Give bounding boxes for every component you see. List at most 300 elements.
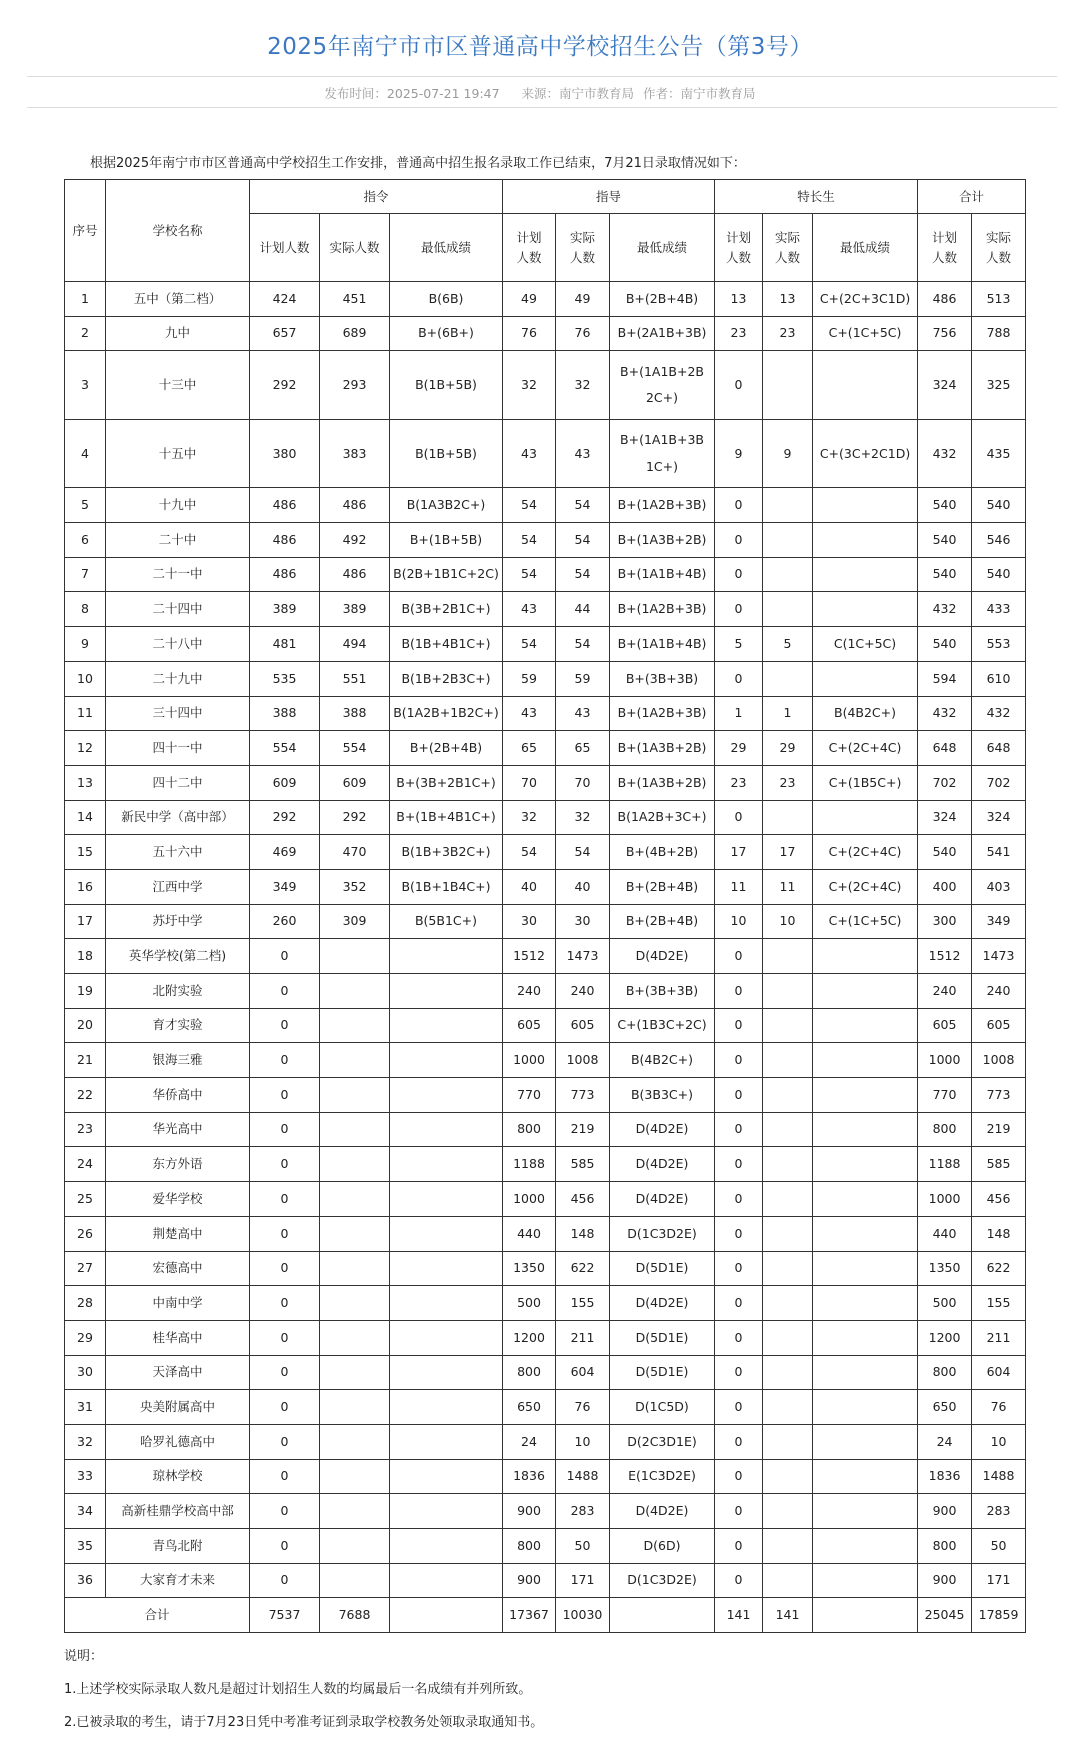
cell-school-name: 宏德高中	[106, 1251, 250, 1286]
cell-special-planned: 0	[715, 557, 763, 592]
cell-directive-planned: 292	[250, 800, 320, 835]
cell-total-planned: 400	[918, 869, 972, 904]
cell-guidance-min-score: D(5D1E)	[610, 1320, 715, 1355]
cell-guidance-min-score: B+(1A1B+3B1C+)	[610, 419, 715, 488]
cell-directive-actual	[320, 1459, 390, 1494]
header-actual	[556, 214, 610, 282]
cell-total-actual: 433	[972, 592, 1026, 627]
cell-seq: 36	[65, 1563, 106, 1598]
table-row	[65, 939, 1026, 974]
cell-special-actual: 1	[763, 696, 813, 731]
cell-guidance-actual: 76	[556, 316, 610, 351]
cell-special-min-score	[813, 1286, 918, 1321]
cell-directive-min-score: B(1B+5B)	[390, 419, 503, 488]
cell-special-min-score	[813, 1494, 918, 1529]
cell-school-name: 二十一中	[106, 557, 250, 592]
cell-directive-planned: 0	[250, 1008, 320, 1043]
cell-school-name: 华光高中	[106, 1112, 250, 1147]
cell-total-planned: 702	[918, 765, 972, 800]
cell-total-planned: 432	[918, 696, 972, 731]
cell-guidance-min-score: D(4D2E)	[610, 1286, 715, 1321]
cell-directive-min-score	[390, 1008, 503, 1043]
cell-special-min-score: C(1C+5C)	[813, 627, 918, 662]
cell-guidance-min-score: B+(1A3B+2B)	[610, 731, 715, 766]
cell-total-actual: 1473	[972, 939, 1026, 974]
cell-guidance-actual: 54	[556, 557, 610, 592]
cell-special-min-score: C+(2C+3C1D)	[813, 282, 918, 317]
cell-seq: 26	[65, 1216, 106, 1251]
cell-school-name: 桂华高中	[106, 1320, 250, 1355]
notes-section	[64, 1640, 543, 1739]
cell-total-actual: 50	[972, 1529, 1026, 1564]
cell-total-planned: 756	[918, 316, 972, 351]
cell-directive-actual: 389	[320, 592, 390, 627]
cell-directive-min-score	[390, 1147, 503, 1182]
cell-guidance-planned: 1836	[503, 1459, 556, 1494]
cell-guidance-planned: 54	[503, 627, 556, 662]
header-actual-text: 实际人数	[986, 229, 1012, 265]
cell-guidance-actual: 44	[556, 592, 610, 627]
cell-total-planned: 540	[918, 627, 972, 662]
cell-special-actual	[763, 1112, 813, 1147]
cell-directive-actual	[320, 1216, 390, 1251]
cell-guidance-actual: 30	[556, 904, 610, 939]
table-row	[65, 974, 1026, 1009]
cell-total-planned: 770	[918, 1078, 972, 1113]
cell-total-actual: 171	[972, 1563, 1026, 1598]
cell-special-actual	[763, 351, 813, 420]
cell-total-planned: 324	[918, 800, 972, 835]
cell-directive-min-score	[390, 1286, 503, 1321]
cell-directive-actual: 554	[320, 731, 390, 766]
cell-guidance-planned: 770	[503, 1078, 556, 1113]
cell-guidance-min-score: B+(2B+4B)	[610, 904, 715, 939]
cell-total-actual: 76	[972, 1390, 1026, 1425]
cell-special-actual	[763, 488, 813, 523]
cell-special-min-score	[813, 523, 918, 558]
cell-total-planned: 486	[918, 282, 972, 317]
cell-guidance-planned: 70	[503, 765, 556, 800]
cell-directive-actual: 551	[320, 661, 390, 696]
cell-guidance-min-score: B+(1A3B+2B)	[610, 765, 715, 800]
total-cell	[610, 1598, 715, 1633]
cell-directive-planned: 260	[250, 904, 320, 939]
cell-seq: 5	[65, 488, 106, 523]
cell-directive-planned: 0	[250, 1043, 320, 1078]
cell-special-planned: 0	[715, 1529, 763, 1564]
cell-directive-actual	[320, 1286, 390, 1321]
cell-directive-actual: 383	[320, 419, 390, 488]
cell-guidance-min-score: B(4B2C+)	[610, 1043, 715, 1078]
cell-seq: 18	[65, 939, 106, 974]
cell-guidance-planned: 65	[503, 731, 556, 766]
cell-directive-planned: 0	[250, 1459, 320, 1494]
cell-special-min-score	[813, 488, 918, 523]
header-actual-text: 实际人数	[569, 229, 595, 265]
cell-special-actual	[763, 523, 813, 558]
cell-guidance-actual: 65	[556, 731, 610, 766]
cell-school-name: 三十四中	[106, 696, 250, 731]
cell-directive-min-score: B(1B+4B1C+)	[390, 627, 503, 662]
cell-directive-planned: 0	[250, 1078, 320, 1113]
cell-total-actual: 546	[972, 523, 1026, 558]
cell-guidance-min-score: B+(1A3B+2B)	[610, 523, 715, 558]
cell-total-planned: 800	[918, 1112, 972, 1147]
total-cell: 141	[715, 1598, 763, 1633]
cell-total-planned: 800	[918, 1529, 972, 1564]
cell-directive-actual: 486	[320, 557, 390, 592]
cell-total-planned: 1836	[918, 1459, 972, 1494]
cell-seq: 16	[65, 869, 106, 904]
cell-directive-min-score: B(1A2B+1B2C+)	[390, 696, 503, 731]
cell-guidance-min-score: D(5D1E)	[610, 1355, 715, 1390]
cell-special-min-score: C+(2C+4C)	[813, 731, 918, 766]
cell-special-planned: 0	[715, 1008, 763, 1043]
cell-seq: 30	[65, 1355, 106, 1390]
cell-guidance-min-score: D(4D2E)	[610, 939, 715, 974]
cell-guidance-actual: 40	[556, 869, 610, 904]
cell-total-planned: 1188	[918, 1147, 972, 1182]
cell-special-min-score	[813, 1043, 918, 1078]
cell-seq: 8	[65, 592, 106, 627]
cell-special-planned: 17	[715, 835, 763, 870]
cell-special-actual	[763, 1459, 813, 1494]
cell-special-planned: 0	[715, 1390, 763, 1425]
cell-guidance-min-score: D(6D)	[610, 1529, 715, 1564]
cell-guidance-actual: 43	[556, 419, 610, 488]
article-title: 2025年南宁市市区普通高中学校招生公告（第3号）	[267, 34, 813, 60]
cell-total-planned: 432	[918, 592, 972, 627]
cell-guidance-actual: 43	[556, 696, 610, 731]
cell-special-planned: 0	[715, 1286, 763, 1321]
cell-seq: 22	[65, 1078, 106, 1113]
header-min-score: 最低成绩	[390, 214, 503, 282]
cell-school-name: 十九中	[106, 488, 250, 523]
cell-guidance-actual: 59	[556, 661, 610, 696]
cell-directive-planned: 609	[250, 765, 320, 800]
cell-special-actual	[763, 661, 813, 696]
table-row	[65, 627, 1026, 662]
cell-special-planned: 0	[715, 1459, 763, 1494]
cell-seq: 35	[65, 1529, 106, 1564]
cell-special-actual	[763, 1182, 813, 1217]
cell-seq: 29	[65, 1320, 106, 1355]
cell-guidance-planned: 32	[503, 800, 556, 835]
cell-total-actual: 610	[972, 661, 1026, 696]
cell-special-planned: 0	[715, 661, 763, 696]
cell-total-planned: 500	[918, 1286, 972, 1321]
cell-guidance-actual: 622	[556, 1251, 610, 1286]
cell-special-actual	[763, 1078, 813, 1113]
cell-school-name: 九中	[106, 316, 250, 351]
header-group-total: 合计	[918, 180, 1026, 214]
cell-special-min-score	[813, 351, 918, 420]
cell-guidance-min-score: D(1C3D2E)	[610, 1216, 715, 1251]
cell-directive-planned: 388	[250, 696, 320, 731]
cell-total-actual: 605	[972, 1008, 1026, 1043]
header-group-guidance: 指导	[503, 180, 715, 214]
cell-directive-planned: 0	[250, 1320, 320, 1355]
cell-guidance-planned: 59	[503, 661, 556, 696]
cell-directive-min-score	[390, 1043, 503, 1078]
cell-directive-min-score: B+(1B+4B1C+)	[390, 800, 503, 835]
cell-special-actual: 11	[763, 869, 813, 904]
cell-special-min-score	[813, 1216, 918, 1251]
table-row	[65, 1390, 1026, 1425]
cell-total-planned: 1200	[918, 1320, 972, 1355]
cell-special-min-score: C+(1C+5C)	[813, 316, 918, 351]
table-row	[65, 800, 1026, 835]
cell-directive-actual: 486	[320, 488, 390, 523]
cell-special-min-score	[813, 661, 918, 696]
cell-directive-planned: 0	[250, 1424, 320, 1459]
cell-directive-min-score: B(3B+2B1C+)	[390, 592, 503, 627]
cell-seq: 23	[65, 1112, 106, 1147]
cell-special-min-score: C+(2C+4C)	[813, 835, 918, 870]
cell-special-planned: 0	[715, 592, 763, 627]
cell-directive-planned: 0	[250, 1390, 320, 1425]
cell-directive-actual	[320, 1251, 390, 1286]
table-row	[65, 1078, 1026, 1113]
cell-guidance-planned: 1512	[503, 939, 556, 974]
cell-special-planned: 0	[715, 1494, 763, 1529]
cell-total-planned: 1350	[918, 1251, 972, 1286]
cell-seq: 3	[65, 351, 106, 420]
cell-total-planned: 1512	[918, 939, 972, 974]
cell-directive-planned: 0	[250, 1286, 320, 1321]
cell-directive-actual	[320, 1112, 390, 1147]
cell-school-name: 大家育才未来	[106, 1563, 250, 1598]
cell-directive-actual: 492	[320, 523, 390, 558]
cell-special-planned: 9	[715, 419, 763, 488]
table-row	[65, 316, 1026, 351]
cell-seq: 15	[65, 835, 106, 870]
cell-guidance-min-score: B+(2B+4B)	[610, 282, 715, 317]
header-planned-text: 计划人数	[516, 229, 542, 265]
cell-special-planned: 0	[715, 939, 763, 974]
cell-seq: 27	[65, 1251, 106, 1286]
cell-guidance-planned: 54	[503, 835, 556, 870]
cell-directive-planned: 380	[250, 419, 320, 488]
cell-school-name: 二十九中	[106, 661, 250, 696]
cell-special-planned: 0	[715, 1078, 763, 1113]
cell-special-planned: 13	[715, 282, 763, 317]
cell-guidance-actual: 604	[556, 1355, 610, 1390]
cell-school-name: 英华学校(第二档)	[106, 939, 250, 974]
cell-special-actual	[763, 1216, 813, 1251]
cell-guidance-actual: 10	[556, 1424, 610, 1459]
cell-total-actual: 648	[972, 731, 1026, 766]
cell-guidance-planned: 800	[503, 1112, 556, 1147]
cell-guidance-actual: 219	[556, 1112, 610, 1147]
cell-total-actual: 403	[972, 869, 1026, 904]
cell-seq: 33	[65, 1459, 106, 1494]
cell-guidance-planned: 54	[503, 523, 556, 558]
cell-seq: 21	[65, 1043, 106, 1078]
cell-special-actual	[763, 974, 813, 1009]
cell-directive-min-score	[390, 939, 503, 974]
cell-school-name: 青鸟北附	[106, 1529, 250, 1564]
cell-directive-min-score	[390, 1320, 503, 1355]
cell-total-planned: 540	[918, 488, 972, 523]
total-cell: 25045	[918, 1598, 972, 1633]
cell-guidance-min-score: B+(1A1B+4B)	[610, 557, 715, 592]
cell-special-planned: 23	[715, 765, 763, 800]
cell-guidance-planned: 500	[503, 1286, 556, 1321]
cell-directive-planned: 535	[250, 661, 320, 696]
cell-guidance-min-score: B+(2B+4B)	[610, 869, 715, 904]
table-row	[65, 1251, 1026, 1286]
cell-total-actual: 788	[972, 316, 1026, 351]
cell-guidance-actual: 240	[556, 974, 610, 1009]
cell-total-planned: 1000	[918, 1043, 972, 1078]
cell-guidance-min-score: B+(4B+2B)	[610, 835, 715, 870]
cell-seq: 14	[65, 800, 106, 835]
cell-special-actual	[763, 557, 813, 592]
cell-special-min-score	[813, 557, 918, 592]
table-row	[65, 557, 1026, 592]
cell-directive-actual	[320, 1424, 390, 1459]
cell-school-name: 五十六中	[106, 835, 250, 870]
cell-directive-actual	[320, 1529, 390, 1564]
cell-directive-min-score	[390, 1459, 503, 1494]
table-row	[65, 765, 1026, 800]
cell-guidance-min-score: E(1C3D2E)	[610, 1459, 715, 1494]
cell-guidance-min-score: D(4D2E)	[610, 1112, 715, 1147]
cell-school-name: 育才实验	[106, 1008, 250, 1043]
cell-special-actual: 10	[763, 904, 813, 939]
cell-guidance-planned: 900	[503, 1494, 556, 1529]
total-cell: 17859	[972, 1598, 1026, 1633]
cell-guidance-actual: 155	[556, 1286, 610, 1321]
cell-directive-actual: 451	[320, 282, 390, 317]
cell-seq: 31	[65, 1390, 106, 1425]
cell-seq: 10	[65, 661, 106, 696]
cell-special-planned: 0	[715, 974, 763, 1009]
cell-total-planned: 900	[918, 1494, 972, 1529]
cell-guidance-actual: 32	[556, 800, 610, 835]
cell-guidance-planned: 800	[503, 1529, 556, 1564]
cell-total-planned: 900	[918, 1563, 972, 1598]
cell-special-min-score	[813, 1424, 918, 1459]
cell-guidance-planned: 32	[503, 351, 556, 420]
cell-guidance-planned: 54	[503, 488, 556, 523]
total-cell: 17367	[503, 1598, 556, 1633]
cell-directive-planned: 0	[250, 1182, 320, 1217]
cell-directive-min-score: B(1B+1B4C+)	[390, 869, 503, 904]
cell-directive-actual	[320, 1355, 390, 1390]
cell-school-name: 新民中学（高中部）	[106, 800, 250, 835]
cell-directive-min-score	[390, 1529, 503, 1564]
cell-directive-planned: 349	[250, 869, 320, 904]
cell-school-name: 东方外语	[106, 1147, 250, 1182]
cell-special-actual: 9	[763, 419, 813, 488]
cell-special-min-score	[813, 1251, 918, 1286]
header-actual-text: 实际人数	[774, 229, 800, 265]
cell-directive-planned: 469	[250, 835, 320, 870]
cell-guidance-planned: 1188	[503, 1147, 556, 1182]
cell-special-actual	[763, 1008, 813, 1043]
cell-directive-min-score: B(1B+5B)	[390, 351, 503, 420]
cell-directive-planned: 0	[250, 1216, 320, 1251]
cell-seq: 7	[65, 557, 106, 592]
cell-special-planned: 0	[715, 1216, 763, 1251]
cell-special-planned: 0	[715, 1355, 763, 1390]
cell-total-actual: 553	[972, 627, 1026, 662]
cell-guidance-min-score: D(1C5D)	[610, 1390, 715, 1425]
cell-guidance-min-score: D(4D2E)	[610, 1182, 715, 1217]
table-row	[65, 1286, 1026, 1321]
cell-directive-min-score: B+(2B+4B)	[390, 731, 503, 766]
cell-special-actual	[763, 1320, 813, 1355]
cell-total-actual: 148	[972, 1216, 1026, 1251]
cell-directive-planned: 0	[250, 1147, 320, 1182]
cell-directive-planned: 486	[250, 557, 320, 592]
cell-total-planned: 240	[918, 974, 972, 1009]
header-planned	[918, 214, 972, 282]
cell-special-min-score: C+(1C+5C)	[813, 904, 918, 939]
cell-school-name: 十三中	[106, 351, 250, 420]
cell-school-name: 中南中学	[106, 1286, 250, 1321]
cell-special-actual	[763, 1147, 813, 1182]
cell-guidance-planned: 650	[503, 1390, 556, 1425]
cell-directive-min-score	[390, 1216, 503, 1251]
cell-special-min-score	[813, 1320, 918, 1355]
cell-special-actual: 23	[763, 316, 813, 351]
cell-special-actual	[763, 1424, 813, 1459]
cell-guidance-min-score: B+(3B+3B)	[610, 974, 715, 1009]
cell-seq: 4	[65, 419, 106, 488]
cell-school-name: 江西中学	[106, 869, 250, 904]
cell-seq: 13	[65, 765, 106, 800]
table-row	[65, 1563, 1026, 1598]
table-row	[65, 731, 1026, 766]
cell-seq: 17	[65, 904, 106, 939]
cell-seq: 1	[65, 282, 106, 317]
cell-total-planned: 324	[918, 351, 972, 420]
table-row	[65, 1182, 1026, 1217]
cell-guidance-min-score: B(3B3C+)	[610, 1078, 715, 1113]
cell-special-planned: 0	[715, 1182, 763, 1217]
cell-total-planned: 1000	[918, 1182, 972, 1217]
header-actual	[972, 214, 1026, 282]
cell-special-min-score: C+(2C+4C)	[813, 869, 918, 904]
cell-special-planned: 29	[715, 731, 763, 766]
cell-directive-planned: 0	[250, 1112, 320, 1147]
cell-guidance-planned: 54	[503, 557, 556, 592]
cell-seq: 34	[65, 1494, 106, 1529]
table-row	[65, 661, 1026, 696]
header-row-groups	[65, 180, 1026, 214]
table-row	[65, 419, 1026, 488]
table-row	[65, 1494, 1026, 1529]
cell-school-name: 银海三雅	[106, 1043, 250, 1078]
cell-directive-min-score: B(1A3B2C+)	[390, 488, 503, 523]
cell-total-actual: 604	[972, 1355, 1026, 1390]
table-row	[65, 696, 1026, 731]
cell-directive-actual: 689	[320, 316, 390, 351]
cell-guidance-planned: 1200	[503, 1320, 556, 1355]
cell-directive-min-score: B(2B+1B1C+2C)	[390, 557, 503, 592]
cell-special-min-score	[813, 800, 918, 835]
meta-divider	[27, 107, 1057, 108]
cell-special-min-score: B(4B2C+)	[813, 696, 918, 731]
cell-total-actual: 540	[972, 488, 1026, 523]
cell-school-name: 爱华学校	[106, 1182, 250, 1217]
cell-special-planned: 0	[715, 1043, 763, 1078]
article-meta	[0, 84, 1080, 102]
table-row	[65, 1147, 1026, 1182]
